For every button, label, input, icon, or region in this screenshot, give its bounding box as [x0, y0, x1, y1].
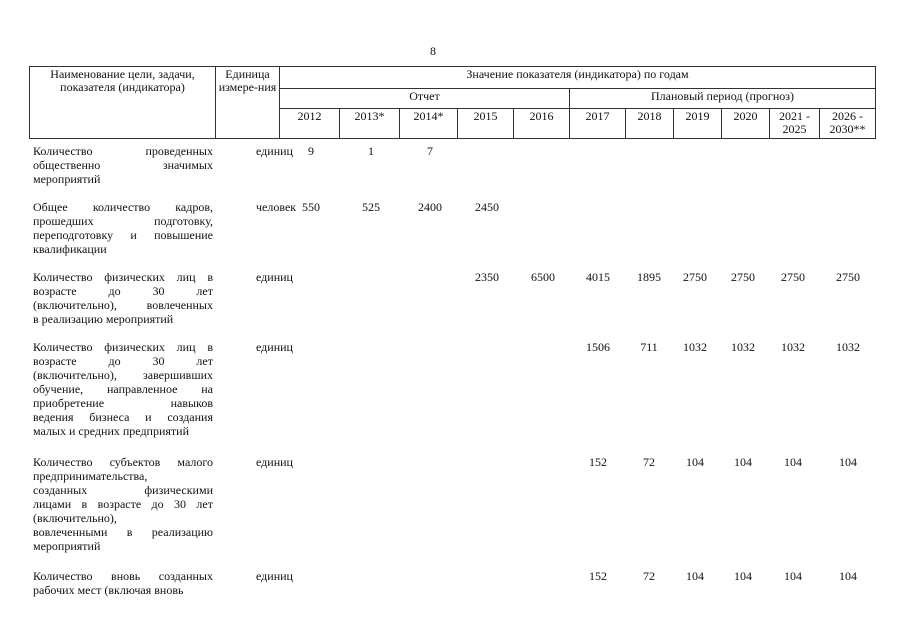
value-cell: 2450: [475, 200, 499, 214]
value-cell: 104: [784, 569, 802, 583]
value-cell: 1506: [586, 340, 610, 354]
value-cell: 1032: [683, 340, 707, 354]
value-cell: 4015: [586, 270, 610, 284]
indicator-name-line: Количество физических лиц в: [33, 340, 213, 354]
indicator-name-line: Количество вновь созданных: [33, 569, 213, 583]
page-number: 8: [430, 44, 436, 58]
value-cell: 1032: [781, 340, 805, 354]
indicator-name-line: квалификации: [33, 242, 107, 256]
value-cell: 72: [643, 455, 655, 469]
year-cell: 2014*: [400, 109, 458, 139]
year-cell: 2018: [626, 109, 674, 139]
indicator-name-line: приобретение навыков: [33, 396, 213, 410]
indicator-name-line: обучение, направленное на: [33, 382, 213, 396]
indicator-name-line: общественно значимых: [33, 158, 213, 172]
year-cell: 2013*: [340, 109, 400, 139]
indicator-name-line: (включительно), вовлеченных: [33, 298, 213, 312]
value-cell: 2350: [475, 270, 499, 284]
header-plan: Плановый период (прогноз): [570, 89, 876, 109]
value-cell: 525: [362, 200, 380, 214]
indicator-name-line: прошедших подготовку,: [33, 214, 213, 228]
value-cell: 104: [839, 569, 857, 583]
value-cell: 2750: [781, 270, 805, 284]
indicator-name-line: возрасте до 30 лет: [33, 354, 213, 368]
indicator-name-line: мероприятий: [33, 172, 101, 186]
year-cell: 2016: [514, 109, 570, 139]
value-cell: 1032: [731, 340, 755, 354]
year-cell: 2017: [570, 109, 626, 139]
indicator-name-line: возрасте до 30 лет: [33, 284, 213, 298]
value-cell: 104: [734, 455, 752, 469]
unit-cell: единиц: [256, 569, 293, 583]
unit-cell: человек: [256, 200, 297, 214]
header-unit: Единица измере-ния: [216, 67, 280, 139]
value-cell: 1032: [836, 340, 860, 354]
indicator-name-line: мероприятий: [33, 539, 101, 553]
indicator-name-line: лицами в возрасте до 30 лет: [33, 497, 213, 511]
year-cell: 2021 - 2025: [770, 109, 820, 139]
value-cell: 1: [368, 144, 374, 158]
header-report: Отчет: [280, 89, 570, 109]
indicator-name-line: Количество проведенных: [33, 144, 213, 158]
value-cell: 104: [686, 569, 704, 583]
value-cell: 550: [302, 200, 320, 214]
indicator-name-line: предпринимательства,: [33, 469, 148, 483]
value-cell: 72: [643, 569, 655, 583]
year-cell: 2012: [280, 109, 340, 139]
value-cell: 9: [308, 144, 314, 158]
unit-cell: единиц: [256, 455, 293, 469]
value-cell: 2400: [418, 200, 442, 214]
indicator-name: [33, 569, 213, 611]
value-cell: 2750: [836, 270, 860, 284]
year-cell: 2019: [674, 109, 722, 139]
indicator-name-line: рабочих мест (включая вновь: [33, 583, 184, 597]
indicator-name: [33, 144, 213, 200]
indicator-name-line: (включительно), завершивших: [33, 368, 213, 382]
indicator-name-line: (включительно),: [33, 511, 117, 525]
indicator-name-line: вовлеченными в реализацию: [33, 525, 213, 539]
year-cell: 2026 - 2030**: [820, 109, 876, 139]
value-cell: 2750: [683, 270, 707, 284]
indicator-table-header: [29, 66, 876, 139]
indicator-name-line: малых и средних предприятий: [33, 424, 190, 438]
indicator-name-line: в реализацию мероприятий: [33, 312, 174, 326]
year-cell: 2020: [722, 109, 770, 139]
unit-cell: единиц: [256, 144, 293, 158]
value-cell: 2750: [731, 270, 755, 284]
value-cell: 1895: [637, 270, 661, 284]
year-cell: 2015: [458, 109, 514, 139]
indicator-name-line: созданных физическими: [33, 483, 213, 497]
value-cell: 152: [589, 569, 607, 583]
value-cell: 711: [640, 340, 658, 354]
value-cell: 104: [784, 455, 802, 469]
header-values: Значение показателя (индикатора) по годам: [280, 67, 876, 89]
value-cell: 104: [839, 455, 857, 469]
unit-cell: единиц: [256, 270, 293, 284]
unit-cell: единиц: [256, 340, 293, 354]
indicator-name: [33, 340, 213, 452]
value-cell: 6500: [531, 270, 555, 284]
indicator-name: [33, 455, 213, 567]
indicator-name-line: Количество физических лиц в: [33, 270, 213, 284]
value-cell: 104: [734, 569, 752, 583]
value-cell: 152: [589, 455, 607, 469]
value-cell: 104: [686, 455, 704, 469]
value-cell: 7: [427, 144, 433, 158]
indicator-name: [33, 270, 213, 340]
indicator-name-line: Общее количество кадров,: [33, 200, 213, 214]
indicator-name-line: переподготовку и повышение: [33, 228, 213, 242]
indicator-name: [33, 200, 213, 270]
header-name: Наименование цели, задачи, показателя (индикатора): [30, 67, 216, 139]
indicator-name-line: ведения бизнеса и создания: [33, 410, 213, 424]
indicator-name-line: Количество субъектов малого: [33, 455, 213, 469]
